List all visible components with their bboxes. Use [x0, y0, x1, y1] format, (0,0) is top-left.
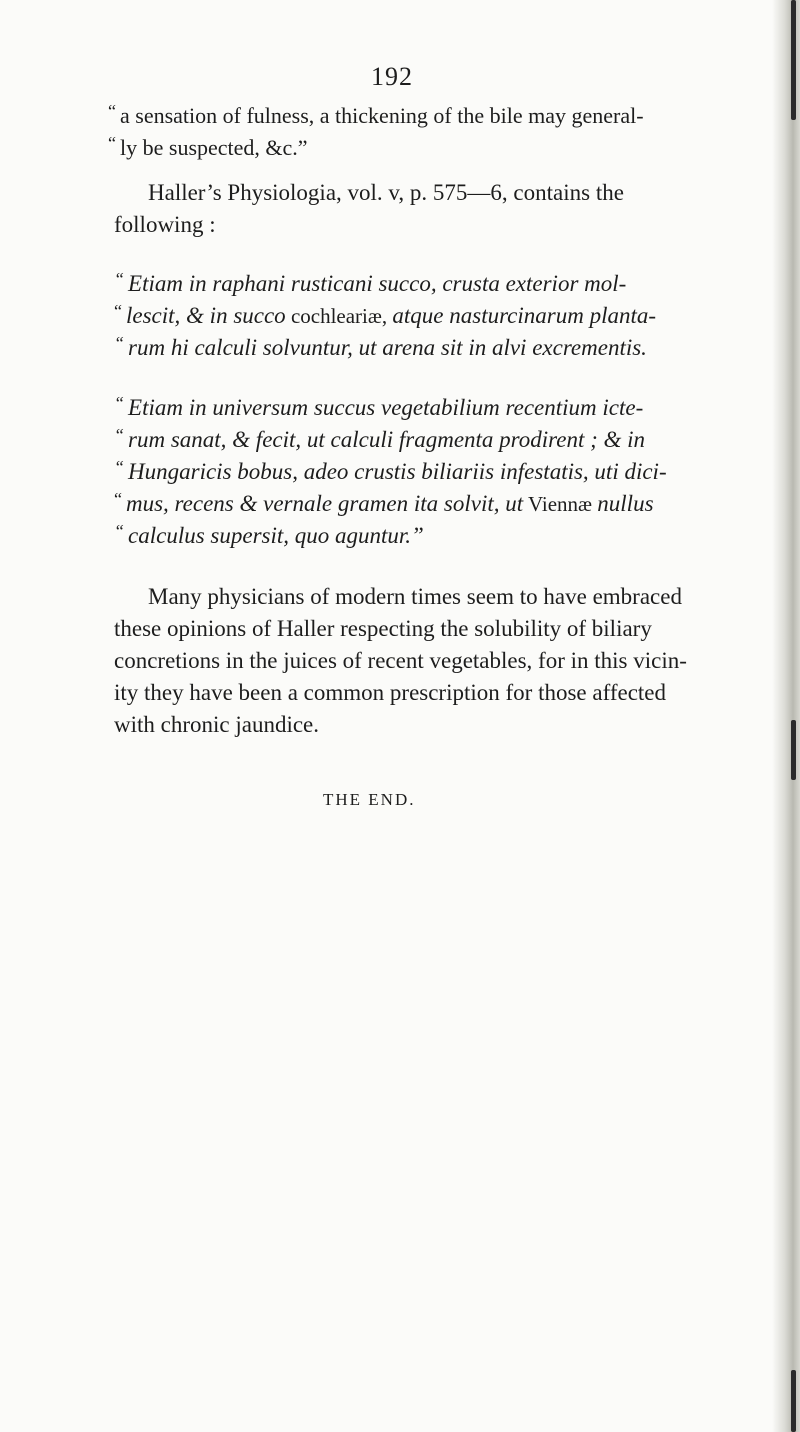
- edge-mark: [791, 720, 796, 780]
- line-text: Hungaricis bobus, adeo crustis biliariis infestatis, uti dici-: [128, 459, 667, 484]
- text-line: [114, 420, 645, 455]
- line-text: Etiam in universum succus vegetabilium recentium icte-: [128, 395, 644, 420]
- text-line: Many physicians of modern times seem to have embraced: [148, 584, 682, 609]
- text-line: [114, 296, 656, 331]
- line-text: Viennæ: [523, 492, 598, 516]
- text-line: [114, 516, 424, 551]
- line-text: atque nasturcinarum planta-: [392, 303, 657, 328]
- quote-mark: “: [114, 425, 125, 445]
- text-line: [114, 452, 667, 487]
- line-text: calculus supersit, quo aguntur.”: [128, 523, 424, 548]
- text-line: ity they have been a common prescription for those affected: [114, 680, 667, 705]
- quote-mark: “: [114, 393, 125, 413]
- text-line: [114, 484, 654, 519]
- quote-mark: “: [108, 133, 116, 153]
- edge-mark: [791, 1370, 796, 1432]
- quote-mark: “: [114, 489, 122, 509]
- quote-mark: “: [114, 301, 122, 321]
- quote-mark: “: [108, 101, 116, 121]
- text-line: with chronic jaundice.: [114, 712, 320, 737]
- line-text: cochleariæ,: [285, 304, 393, 328]
- line-text: lescit, & in succo: [126, 303, 286, 328]
- quote-mark: “: [114, 269, 125, 289]
- edge-mark: [791, 0, 796, 120]
- text-line: [108, 96, 644, 131]
- quote-mark: “: [114, 333, 125, 353]
- quote-mark: “: [114, 521, 125, 541]
- quote-mark: “: [114, 457, 125, 477]
- text-line: [114, 264, 626, 299]
- line-text: nullus: [597, 491, 654, 516]
- text-line: these opinions of Haller respecting the solubility of biliary: [114, 616, 652, 641]
- line-text: rum sanat, & fecit, ut calculi fragmenta prodirent ; & in: [128, 427, 646, 452]
- text-line: [114, 388, 643, 423]
- line-text: Etiam in raphani rusticani succo, crusta exterior mol-: [128, 271, 627, 296]
- line-text: ly be suspected, &c.”: [120, 135, 308, 160]
- page-number: 192: [371, 62, 413, 91]
- text-line: concretions in the juices of recent vegetables, for in this vicin-: [114, 648, 687, 673]
- line-text: a sensation of fulness, a thickening of the bile may general-: [120, 103, 644, 128]
- the-end-label: THE END.: [323, 790, 416, 809]
- page-edge-shadow: [772, 0, 800, 1432]
- line-text: mus, recens & vernale gramen ita solvit, ut: [126, 491, 524, 516]
- text-line: Haller’s Physiologia, vol. v, p. 575—6, contains the: [148, 180, 624, 205]
- text-line: [114, 328, 647, 363]
- text-line: following :: [114, 212, 216, 237]
- text-line: [108, 128, 308, 163]
- line-text: rum hi calculi solvuntur, ut arena sit in alvi excrementis.: [128, 335, 647, 360]
